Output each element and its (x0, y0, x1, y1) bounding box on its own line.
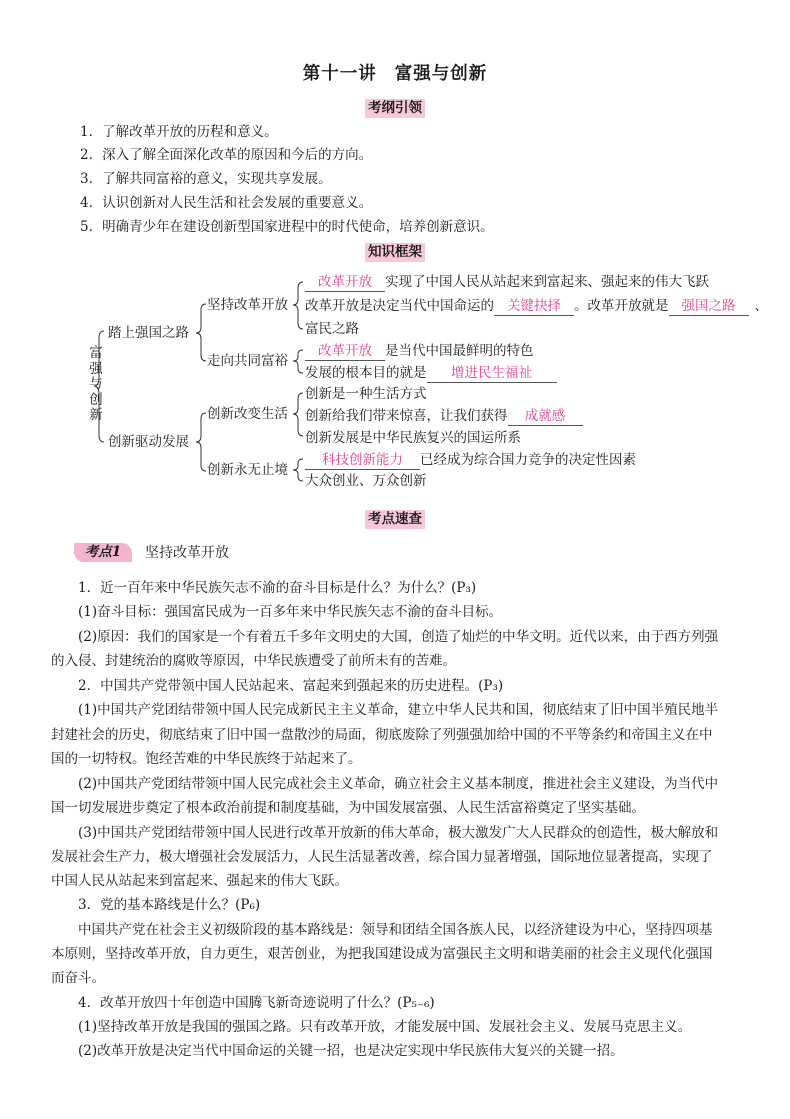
answer-line: (2)中国共产党团结带领中国人民完成社会主义革命，确立社会主义基本制度，推进社会主义建设，为当代中 (78, 776, 719, 792)
blank-answer: 成就感 (508, 408, 583, 426)
framework-row: 发展的根本目的就是 增进民生福祉 (305, 364, 557, 383)
framework-row: 改革开放 实现了中国人民从站起来到富起来、强起来的伟大飞跃 (305, 273, 709, 292)
bracket-b2-sub1 (293, 393, 303, 436)
objective-item: 4．认识创新对人民生活和社会发展的重要意义。 (80, 195, 373, 211)
framework-row: 富民之路 (305, 321, 359, 337)
question-line: 2．中国共产党带领中国人民站起来、富起来到强起来的历史进程。(P₃) (78, 678, 504, 694)
framework-row: 改革开放是决定当代中国命运的 关键抉择 。改革开放就是 强国之路 、 (305, 298, 768, 314)
answer-line: (1)中国共产党团结带领中国人民完成新民主主义革命，建立中华人民共和国，彻底结束了旧中国半殖民地半 (78, 702, 719, 718)
kaodian-badge: 考点1 (74, 543, 132, 562)
answer-line: (2)原因：我们的国家是一个有着五千多年文明史的大国，创造了灿烂的中华文明。近代以来，由于西方列强 (78, 629, 719, 645)
answer-line: 的入侵、封建统治的腐败等原因，中华民族遭受了前所未有的苦难。 (51, 653, 456, 669)
sub-innovation-endless: 创新永无止境 (207, 462, 288, 478)
blank-answer: 增进民生福祉 (427, 365, 557, 383)
framework-row: 创新给我们带来惊喜，让我们获得 成就感 (305, 407, 583, 426)
objective-item: 3．了解共同富裕的意义，实现共享发展。 (80, 171, 332, 187)
blank-answer: 科技创新能力 (305, 452, 420, 470)
answer-line: 中国人民从站起来到富起来、强起来的伟大飞跃。 (51, 873, 348, 889)
framework-row: 改革开放 是当代中国最鲜明的特色 (305, 342, 534, 361)
bracket-branch1 (196, 304, 206, 361)
bracket-b1-sub1 (293, 282, 303, 329)
framework-row: 创新发展是中华民族复兴的国运所系 (305, 430, 521, 446)
lecture-topic: 富强与创新 (394, 64, 488, 84)
answer-line: 中国共产党在社会主义初级阶段的基本路线是：领导和团结全国各族人民，以经济建设为中心，坚持四项基 (78, 922, 713, 938)
section-header-outline: 考纲引领 (0, 99, 790, 118)
lecture-number: 第十一讲 (302, 64, 377, 84)
answer-line: (1)奋斗目标：强国富民成为一百多年来中华民族矢志不渝的奋斗目标。 (78, 604, 503, 620)
answer-line: 国一切发展进步奠定了根本政治前提和制度基础，为中国发展富强、人民生活富裕奠定了坚实基础。 (51, 800, 645, 816)
objective-item: 2．深入了解全面深化改革的原因和今后的方向。 (80, 147, 373, 163)
question-line: 3．党的基本路线是什么？(P₆) (78, 897, 261, 913)
framework-row: 科技创新能力 已经成为综合国力竞争的决定性因素 (305, 451, 636, 470)
framework-root: 富 强 与 创 新 (89, 345, 103, 424)
section-header-points: 考点速查 (0, 510, 790, 529)
answer-line: 发展社会生产力，极大增强社会发展活力，人民生活显著改善，综合国力显著增强，国际地位显著提高，实现了 (51, 849, 713, 865)
answer-line: (3)中国共产党团结带领中国人民进行改革开放新的伟大革命，极大激发广大人民群众的创造性，极大解放和 (78, 825, 719, 841)
answer-line: 本原则，坚持改革开放，自力更生，艰苦创业，为把我国建设成为富强民主文明和谐美丽的社会主义现代化强国 (51, 946, 713, 962)
sub-common-prosperity: 走向共同富裕 (207, 353, 288, 369)
branch-innovation: 创新驱动发展 (108, 434, 189, 450)
answer-line: (1)坚持改革开放是我国的强国之路。只有改革开放，才能发展中国、发展社会主义、发展马克思主义。 (78, 1019, 692, 1035)
kaodian-title: 坚持改革开放 (145, 545, 229, 561)
question-line: 1．近一百年来中华民族矢志不渝的奋斗目标是什么？为什么？(P₃) (78, 580, 477, 596)
answer-line: (2)改革开放是决定当代中国命运的关键一招，也是决定实现中华民族伟大复兴的关键一招。 (78, 1043, 624, 1059)
blank-answer: 改革开放 (305, 274, 385, 292)
blank-answer: 强国之路 (669, 298, 749, 316)
blank-answer: 改革开放 (305, 343, 385, 361)
blank-answer: 关键抉择 (494, 298, 574, 316)
bracket-branch2 (196, 413, 206, 471)
answer-line: 封建社会的历史，彻底结束了旧中国一盘散沙的局面，彻底废除了列强强加给中国的不平等条约和帝国主义在中 (51, 727, 713, 743)
framework-row: 大众创业、万众创新 (305, 473, 427, 489)
question-line: 4．改革开放四十年创造中国腾飞新奇迹说明了什么？(P₅₋₆) (78, 995, 435, 1011)
framework-row: 创新是一种生活方式 (305, 386, 427, 402)
bracket-b1-sub2 (293, 350, 303, 373)
objective-item: 5．明确青少年在建设创新型国家进程中的时代使命，培养创新意识。 (80, 219, 494, 235)
sub-reform-opening: 坚持改革开放 (207, 297, 288, 313)
answer-line: 国的一切特权。饱经苦难的中华民族终于站起来了。 (51, 751, 362, 767)
section-header-framework: 知识框架 (0, 243, 790, 262)
branch-strong-nation: 踏上强国之路 (108, 325, 189, 341)
answer-line: 而奋斗。 (51, 970, 105, 986)
objective-item: 1．了解改革开放的历程和意义。 (80, 124, 278, 140)
sub-innovation-life: 创新改变生活 (207, 406, 288, 422)
bracket-b2-sub2 (293, 459, 303, 481)
